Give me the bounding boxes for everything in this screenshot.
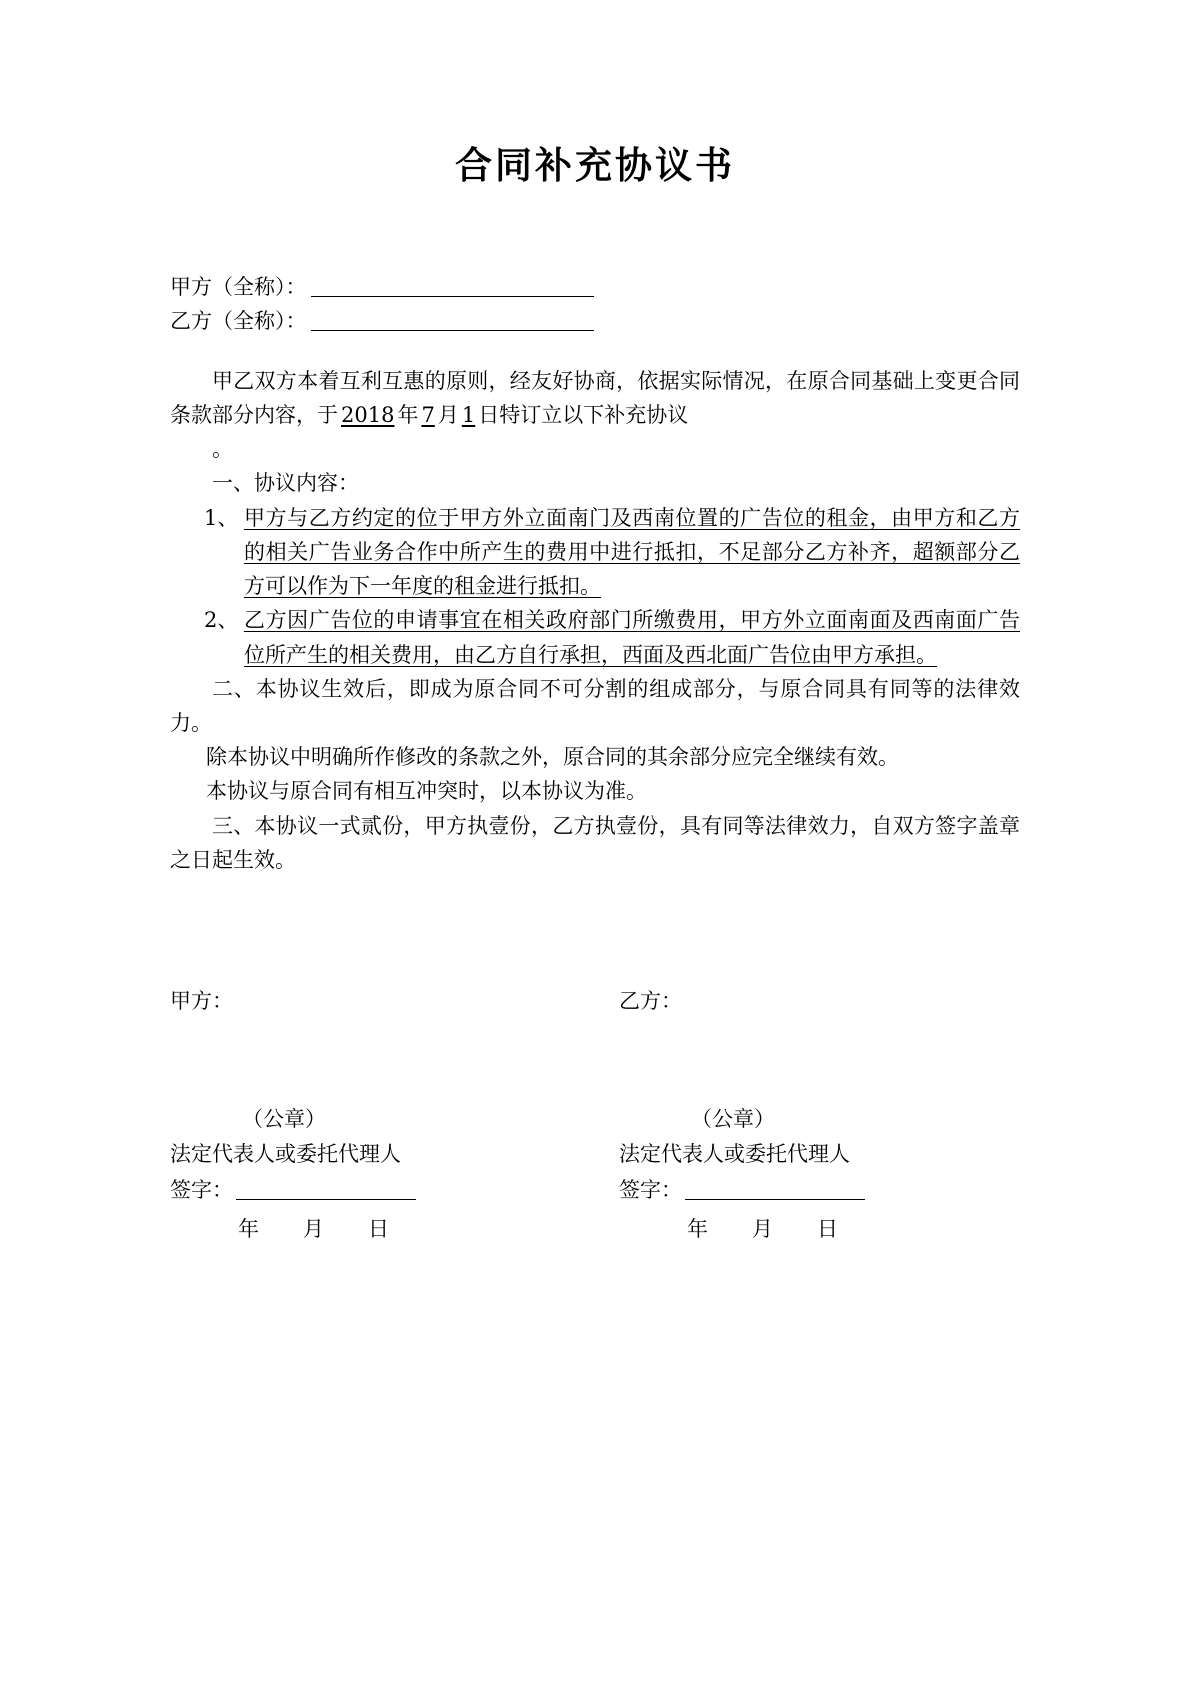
signature-date-a[interactable]: [170, 1213, 595, 1247]
preamble-year-unit: 年: [397, 403, 419, 428]
clause-text-1: 甲方与乙方约定的位于甲方外立面南门及西南位置的广告位的租金，由甲方和乙方的相关广告业务合作中所产生的费用中进行抵扣，不足部分乙方补齐，超额部分乙方可以作为下一年度的租金进行抵扣。: [244, 505, 1020, 599]
page-title: 合同补充协议书: [455, 143, 735, 187]
section-two-paragraph-2: 本协议与原合同有相互冲突时，以本协议为准。: [206, 779, 647, 804]
signature-date-year-a: 年: [238, 1217, 259, 1242]
clause-text-2: 乙方因广告位的申请事宜在相关政府部门所缴费用，甲方外立面南面及西南面广告位所产生的相关费用，由乙方自行承担，西面及西北面广告位由甲方承担。: [244, 608, 1020, 667]
party-fields: [170, 270, 1020, 338]
section-two-paragraph-1: 除本协议中明确所作修改的条款之外，原合同的其余部分应完全继续有效。: [206, 745, 899, 770]
section-heading-one: 一、协议内容：: [212, 471, 359, 496]
preamble-day-value[interactable]: 1: [461, 403, 476, 428]
preamble-trailing-period: 。: [212, 437, 233, 462]
clause-item-1: [170, 501, 1020, 604]
party-label-a: 甲方（全称）：: [170, 274, 307, 299]
signature-date-month-a: 月: [303, 1217, 324, 1242]
party-label-b: 乙方（全称）：: [170, 308, 307, 333]
preamble-month-value[interactable]: 7: [421, 403, 435, 428]
signature-line-a: [170, 1174, 595, 1208]
signature-party-row: [170, 985, 1020, 1247]
signature-line-b: [619, 1174, 1020, 1208]
seal-marker-b: （公章）: [691, 1106, 775, 1131]
preamble-paragraph: [170, 364, 1020, 432]
signature-column-b: [595, 985, 1020, 1247]
preamble-year-value[interactable]: 2018: [341, 403, 395, 428]
signature-date-day-a: 日: [368, 1217, 389, 1242]
clause-number-2: 2、: [204, 608, 239, 633]
clause-number-1: 1、: [204, 505, 239, 530]
party-row-a: [170, 270, 1020, 304]
signature-input-b[interactable]: [685, 1182, 865, 1200]
preamble-text-after: 特订立以下补充协议: [499, 403, 689, 428]
signature-label-b: 签字：: [619, 1177, 682, 1202]
seal-marker-a: （公章）: [242, 1106, 326, 1131]
party-row-b: [170, 304, 1020, 338]
section-heading-three: 三、本协议一式贰份，甲方执壹份，乙方执壹份，具有同等法律效力，自双方签字盖章之日起生效。: [170, 813, 1020, 872]
section-heading-two: 二、本协议生效后，即成为原合同不可分割的组成部分，与原合同具有同等的法律效力。: [170, 676, 1020, 736]
party-input-b[interactable]: [311, 311, 594, 331]
representative-label-b: 法定代表人或委托代理人: [619, 1142, 850, 1167]
signature-block: [170, 985, 1020, 1247]
representative-label-a: 法定代表人或委托代理人: [170, 1142, 401, 1167]
preamble-month-unit: 月: [437, 403, 459, 428]
signature-date-b[interactable]: [619, 1213, 1020, 1247]
signature-date-month-b: 月: [752, 1217, 773, 1242]
signature-date-year-b: 年: [687, 1217, 708, 1242]
signature-party-label-a: 甲方：: [170, 989, 233, 1014]
clause-item-2: [170, 603, 1020, 671]
signature-input-a[interactable]: [236, 1182, 416, 1200]
preamble-text-before: 甲乙双方本着互利互惠的原则，经友好协商，依据实际情况，在原合同基础上变更合同条款部分内容，于: [170, 368, 1020, 428]
signature-party-label-b: 乙方：: [619, 989, 682, 1014]
signature-label-a: 签字：: [170, 1177, 233, 1202]
party-input-a[interactable]: [311, 277, 594, 297]
signature-column-a: [170, 985, 595, 1247]
signature-date-day-b: 日: [817, 1217, 838, 1242]
preamble-day-unit: 日: [478, 403, 500, 428]
